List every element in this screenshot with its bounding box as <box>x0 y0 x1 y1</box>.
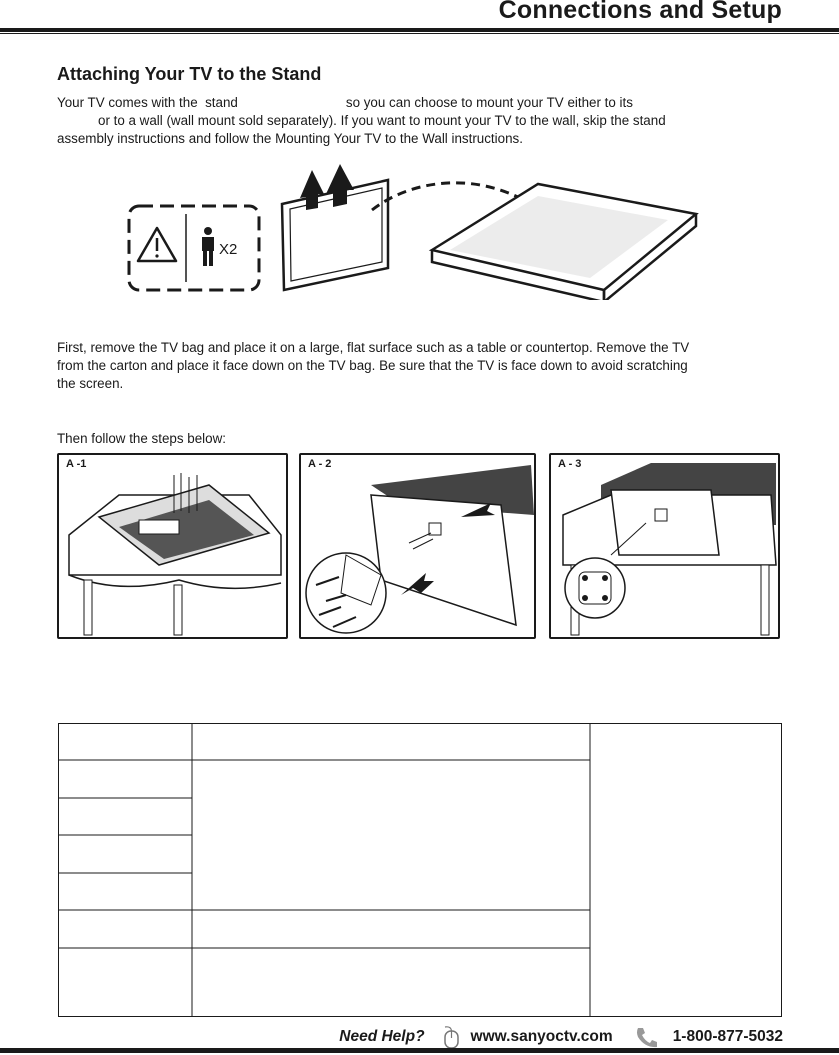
page-title: Connections and Setup <box>498 0 782 24</box>
warning-icon <box>138 228 176 261</box>
header-rule <box>0 28 839 32</box>
section-title: Attaching Your TV to the Stand <box>57 64 322 84</box>
intro-line-1a: Your TV comes with the stand <box>57 95 238 110</box>
step-a1-illustration <box>59 455 286 637</box>
step-label: A - 2 <box>308 458 332 470</box>
setup-illustration <box>120 150 720 300</box>
intro-line-2: or to a wall (wall mount sold separately). If you want to mount your TV to the wall, skip the stand <box>98 113 666 128</box>
warning-box <box>129 206 259 290</box>
first-paragraph <box>57 339 772 393</box>
person-icon <box>202 227 214 266</box>
step-a3-illustration <box>551 455 778 637</box>
mouse-icon <box>441 1025 463 1049</box>
phone-icon <box>633 1025 659 1049</box>
spec-table-grid <box>58 723 782 1017</box>
steps-intro: Then follow the steps below: <box>57 431 226 446</box>
table-with-bag-illustration <box>432 184 696 300</box>
step-label: A -1 <box>66 458 87 470</box>
support-phone[interactable]: 1-800-877-5032 <box>672 1028 783 1045</box>
help-footer <box>339 1025 783 1049</box>
intro-paragraph <box>57 94 772 148</box>
support-url[interactable]: www.sanyoctv.com <box>470 1028 613 1045</box>
step-label: A - 3 <box>558 458 582 470</box>
intro-line-3: assembly instructions and follow the Mounting Your TV to the Wall instructions. <box>57 131 523 146</box>
tv-lift-illustration <box>282 164 388 290</box>
footer-rule <box>0 1048 839 1053</box>
people-count: X2 <box>219 241 238 258</box>
step-a1-panel <box>57 453 288 639</box>
header-rule-thin <box>0 33 839 34</box>
need-help-label: Need Help? <box>339 1028 425 1045</box>
step-a2-illustration <box>301 455 534 637</box>
first-line-1: First, remove the TV bag and place it on a large, flat surface such as a table or countertop. Remove the TV <box>57 340 690 355</box>
first-line-3: the screen. <box>57 376 124 391</box>
first-line-2: from the carton and place it face down on the TV bag. Be sure that the TV is face down to avoid scratching <box>57 358 688 373</box>
step-a2-panel <box>299 453 536 639</box>
spec-table <box>58 723 782 1017</box>
step-a3-panel <box>549 453 780 639</box>
intro-line-1b: so you can choose to mount your TV either to its <box>345 95 633 110</box>
